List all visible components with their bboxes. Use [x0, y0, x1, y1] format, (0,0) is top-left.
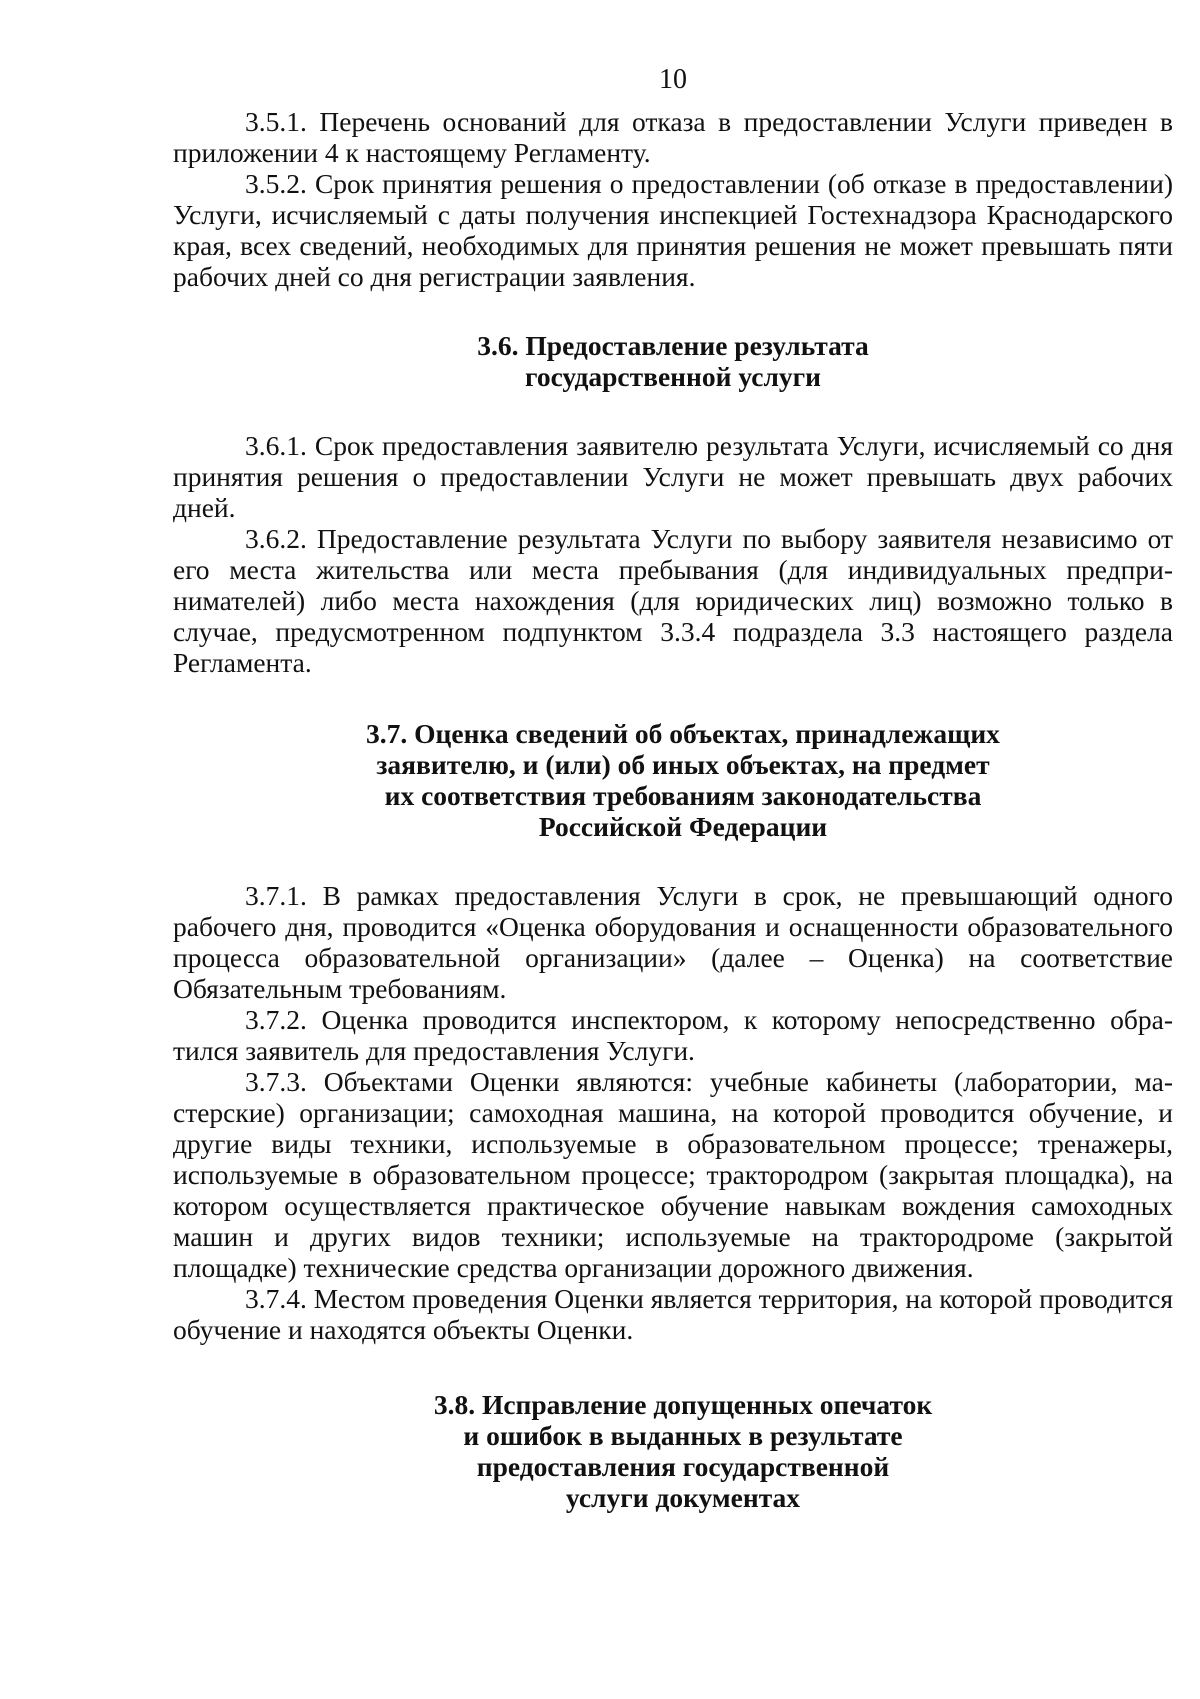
heading-line: государственной услуги: [525, 361, 821, 392]
heading-line: предоставления государственной: [476, 1451, 890, 1482]
document-page: [173, 64, 1173, 1513]
heading-line: их соответствия требованиям законодательства: [384, 780, 982, 811]
paragraph-3-5-1: 3.5.1. Перечень оснований для отказа в предоставлении Услуги приведен в приложении 4 к настоящему Регламенту.: [173, 106, 1173, 168]
page-number: 10: [659, 64, 687, 95]
paragraph-3-7-4: 3.7.4. Местом проведения Оценки является территория, на которой проводится обучение и находятся объекты Оценки.: [173, 1283, 1173, 1345]
heading-line: Российской Федерации: [538, 811, 828, 842]
heading-line: заявителю, и (или) об иных объектах, на предмет: [376, 749, 990, 780]
section-heading-3-7: [173, 718, 1173, 842]
paragraph-3-6-2: 3.6.2. Предоставление результата Услуги по выбору заявителя независимо от его места жительства или места пребывания (для индивидуальных предпринимателей) либо места нахождения (для юридических лиц) возможно только в случае, предусмотренном подпунктом 3.3.4 подраздела 3.3 настоящего раздела Регламента.: [173, 523, 1173, 678]
paragraph-3-7-3: 3.7.3. Объектами Оценки являются: учебные кабинеты (лаборатории, мастерские) организации; самоходная машина, на которой проводится обучение, и другие виды техники, используемые в образовательном процессе; тренажеры, используемые в образовательном процессе; трактородром (закрытая площадка), на котором осуществляется практическое обучение навыкам вождения самоходных машин и других видов техники; используемые на трактородроме (закрытой площадке) технические средства организации дорожного движения.: [173, 1066, 1173, 1283]
paragraph-3-7-1: 3.7.1. В рамках предоставления Услуги в срок, не превышающий одного рабочего дня, проводится «Оценка оборудования и оснащенности образовательного процесса образовательной организации» (далее – Оценка) на соответствие Обязательным требованиям.: [173, 880, 1173, 1004]
section-heading-3-6: [173, 330, 1173, 392]
heading-line: 3.8. Исправление допущенных опечаток: [433, 1389, 933, 1420]
paragraph-3-6-1: 3.6.1. Срок предоставления заявителю результата Услуги, исчисляемый со дня принятия решения о предоставлении Услуги не может превышать двух рабочих дней.: [173, 430, 1173, 523]
section-heading-3-8: [173, 1389, 1173, 1513]
heading-line: 3.6. Предоставление результата: [477, 330, 869, 361]
heading-line: 3.7. Оценка сведений об объектах, принадлежащих: [366, 718, 1000, 749]
heading-line: услуги документах: [565, 1482, 801, 1513]
heading-line: и ошибок в выданных в результате: [463, 1420, 903, 1451]
paragraph-3-7-2: 3.7.2. Оценка проводится инспектором, к которому непосредственно обратился заявитель для предоставления Услуги.: [173, 1004, 1173, 1066]
paragraph-3-5-2: 3.5.2. Срок принятия решения о предоставлении (об отказе в предоставлении) Услуги, исчисляемый с даты получения инспекцией Гостехнадзора Краснодарского края, всех сведений, необходимых для принятия решения не может превышать пяти рабочих дней со дня регистрации заявления.: [173, 168, 1173, 292]
